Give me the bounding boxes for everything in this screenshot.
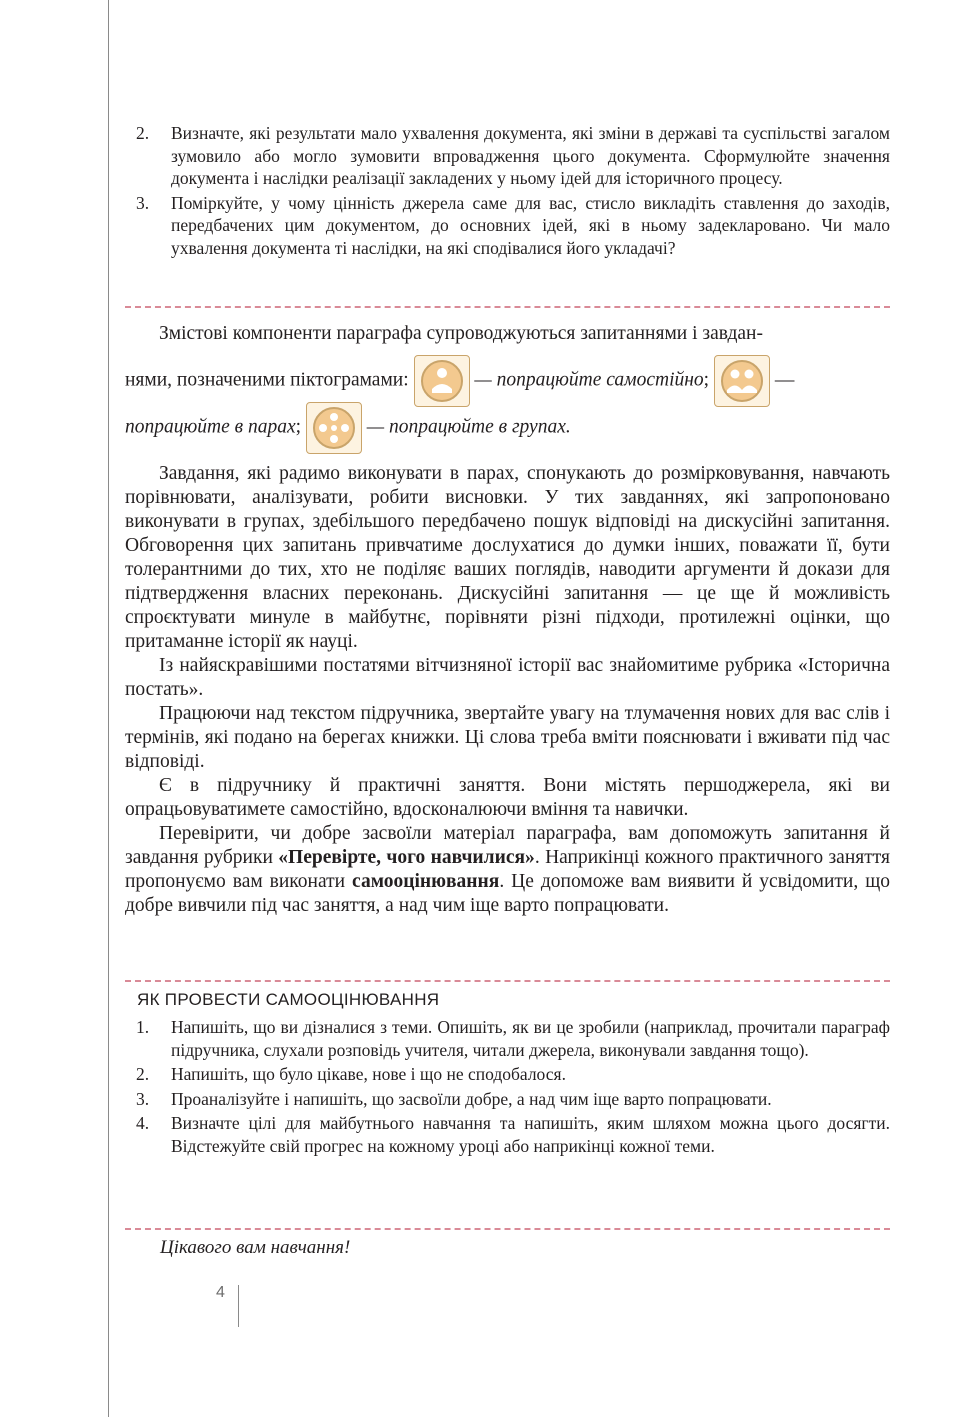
item-number: 4. xyxy=(136,1113,150,1133)
list-item xyxy=(125,192,890,260)
list-item xyxy=(125,122,890,190)
group-circle-icon xyxy=(306,402,362,454)
item-text: Проаналізуйте і напишіть, що засвоїли добре, а над чим іще варто попрацювати. xyxy=(171,1088,772,1109)
intro-line-3 xyxy=(125,402,890,454)
paragraph xyxy=(125,822,890,918)
item-text: Визначте цілі для майбутнього навчання та напишіть, яким шляхом можна цього досягти. Відстежуйте свій прогрес на кожному уроці або наприкінці кожної теми. xyxy=(171,1113,890,1156)
dashed-divider xyxy=(125,1228,890,1230)
separator: ; xyxy=(703,369,710,391)
top-questions xyxy=(125,122,890,261)
page-number-rule xyxy=(238,1285,239,1327)
separator: ; xyxy=(295,416,302,438)
list-item xyxy=(125,1016,890,1061)
text-run: Перевірити, чи добре засвоїли матеріал параграфа, вам допоможуть запитання й завдання рубрики xyxy=(125,823,890,868)
item-text: Поміркуйте, у чому цінність джерела саме для вас, стисло викладіть ставлення до заходів, передбачених цим документом, до основних ідей, які в ньому задекларовано. Чи мало ухвалення документа ті наслідки, на які сподівалися його укладачі? xyxy=(171,192,890,258)
separator: — xyxy=(774,369,795,391)
top-question-list xyxy=(125,122,890,259)
intro-text: Змістові компоненти параграфа супроводжуються запитаннями і завдан- xyxy=(159,323,763,344)
intro-line-2 xyxy=(125,355,890,407)
list-item xyxy=(125,1063,890,1086)
rubric-name: «Перевірте, чого навчилися» xyxy=(278,847,535,868)
intro-text: нями, позначеними піктограмами: xyxy=(125,369,409,391)
paragraph: Із найяскравішими постатями вітчизняної історії вас знайомитиме рубрика «Історична постать». xyxy=(125,655,890,700)
self-assessment-box xyxy=(125,990,890,1159)
text-run: . Це допоможе вам виявити й усвідомити, що добре вивчили під час заняття, а над чим іще варто попрацювати. xyxy=(125,871,890,916)
group-work-label: — попрацюйте в групах. xyxy=(366,416,571,438)
paragraph: Є в підручнику й практичні заняття. Вони містять першоджерела, які ви опрацьовуватимете самостійно, вдосконалюючи вміння та навички. xyxy=(125,775,890,820)
item-text: Визначте, які результати мало ухвалення документа, які зміни в державі та суспільстві загалом зумовило або могло зумовити впровадження цього документа. Сформулюйте значення документа і наслідки реалізації закладених у ньому ідей для історичного процесу. xyxy=(171,123,890,188)
text-run: . Наприкінці кожного практичного заняття пропонуємо вам виконати xyxy=(125,847,890,892)
item-number: 1. xyxy=(136,1017,150,1037)
paragraph: Завдання, які радимо виконувати в парах, спонукають до розмірковування, навчають порівнювати, аналізувати, робити висновки. У тих завданнях, які запропоновано виконувати в групах, здебільшого передбачено пошук відповіді на дискусійні запитання. Обговорення цих запитань привчатиме дослухатися до думки інших, поважати її, бути толерантними до тих, хто не поділяє ваших поглядів, наводити аргументи й докази для підтвердження власних переконань. Дискусійні запитання — це ще й можливість спроєктувати минуле в майбутнє, порівняти різні підходи, протилежні оцінки, що притаманне історії як науці. xyxy=(125,463,890,652)
item-text: Напишіть, що було цікаве, нове і що не сподобалося. xyxy=(171,1064,566,1084)
self-assessment-list xyxy=(125,1016,890,1157)
list-item xyxy=(125,1112,890,1157)
item-text: Напишіть, що ви дізналися з теми. Опишіть, як ви це зробили (наприклад, прочитали параграф підручника, слухали розповідь учителя, читали джерела, виконували завдання тощо). xyxy=(171,1017,890,1060)
reading-person-icon xyxy=(414,355,470,407)
item-number: 2. xyxy=(136,123,150,143)
self-assessment-term: самооцінювання xyxy=(352,871,500,892)
main-text xyxy=(125,462,890,918)
list-item xyxy=(125,1088,890,1111)
item-number: 3. xyxy=(136,192,150,213)
item-number: 3. xyxy=(136,1088,150,1109)
item-number: 2. xyxy=(136,1064,150,1084)
intro-line-1 xyxy=(125,322,890,346)
margin-line xyxy=(108,0,109,1417)
dashed-divider xyxy=(125,306,890,308)
section-heading: ЯК ПРОВЕСТИ САМООЦІНЮВАННЯ xyxy=(137,990,440,1009)
pairs-work-label: попрацюйте в парах xyxy=(125,416,296,438)
page-number: 4 xyxy=(216,1284,225,1301)
two-persons-icon xyxy=(714,355,770,407)
closing-wish: Цікавого вам навчання! xyxy=(160,1237,351,1258)
self-work-label: — попрацюйте самостійно xyxy=(474,369,704,391)
paragraph: Працюючи над текстом підручника, звертайте увагу на тлумачення нових для вас слів і термінів, які подано на берегах книжки. Ці слова треба вміти пояснювати і вживати під час відповіді. xyxy=(125,703,890,772)
dashed-divider xyxy=(125,980,890,982)
